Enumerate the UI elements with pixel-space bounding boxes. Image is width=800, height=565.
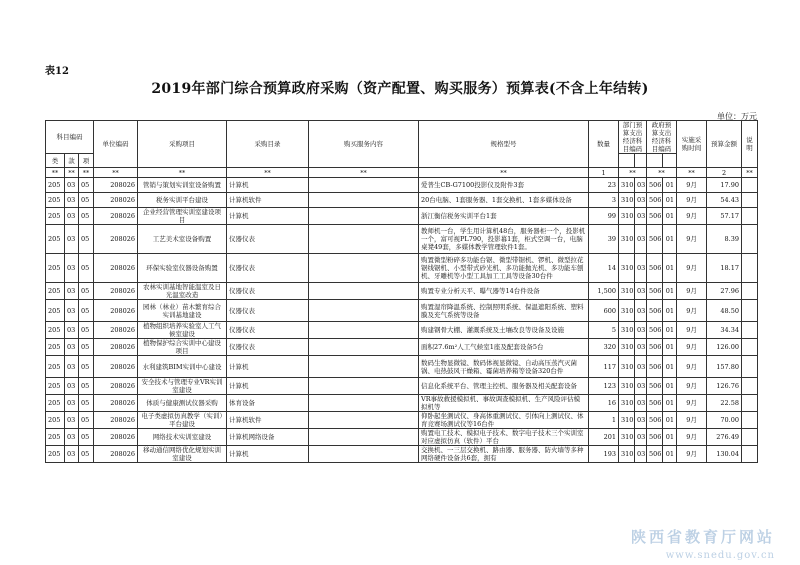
cell-code: 208026	[94, 225, 138, 254]
cell-qty: 99	[589, 208, 619, 225]
cell-spec: 购置微型粉碎多功能台锯、微型带锯机、锣机、微型拉花锯线锯机、小型带式砂光机、多功能抛光机、多功能车刨机、牙雕机等小型工具加工工具等设备30台件	[419, 254, 589, 283]
cell-code: 208026	[94, 395, 138, 412]
cell-time: 9月	[677, 429, 707, 446]
header-catalog: 采购目录	[227, 121, 309, 168]
cell-note	[742, 254, 758, 283]
marker-cell: **	[138, 168, 227, 178]
cell-lei: 205	[46, 300, 65, 322]
cell-g2: 01	[663, 254, 677, 283]
cell-qty: 1	[589, 412, 619, 429]
table-row	[46, 378, 758, 395]
cell-project: 税务实训平台建设	[138, 193, 227, 208]
cell-g1: 506	[647, 446, 663, 463]
table-row	[46, 300, 758, 322]
cell-service	[309, 300, 419, 322]
cell-g2: 01	[663, 208, 677, 225]
cell-project: 农林实训基地智能温室及日光温室改造	[138, 283, 227, 300]
cell-project: 植物组织培养实验室人工气候室建设	[138, 322, 227, 339]
cell-time: 9月	[677, 339, 707, 356]
cell-spec: 购置电工技术、模拟电子技术、数字电子技术三个实训室对应虚拟仿真（软件）平台	[419, 429, 589, 446]
cell-spec: 信息化系统平台、管理主控机、服务器及相关配套设备	[419, 378, 589, 395]
cell-qty: 3	[589, 193, 619, 208]
cell-amount: 70.00	[707, 412, 742, 429]
cell-kuan: 03	[65, 283, 79, 300]
cell-time: 9月	[677, 322, 707, 339]
cell-e2: 03	[635, 300, 647, 322]
header-xiang: 项	[79, 154, 94, 168]
cell-g2: 01	[663, 193, 677, 208]
header-kuan: 款	[65, 154, 79, 168]
cell-spec: 购置专业分析天平、曝气器等14台件设备	[419, 283, 589, 300]
cell-amount: 48.50	[707, 300, 742, 322]
cell-e1: 310	[619, 225, 635, 254]
cell-g1: 506	[647, 178, 663, 193]
cell-e2: 03	[635, 254, 647, 283]
cell-amount: 27.96	[707, 283, 742, 300]
cell-e1: 310	[619, 395, 635, 412]
cell-project: 体质与健康测试仪器采购	[138, 395, 227, 412]
cell-amount: 157.80	[707, 356, 742, 378]
marker-cell: **	[94, 168, 138, 178]
cell-catalog: 计算机	[227, 356, 309, 378]
cell-catalog: 仪器仪表	[227, 339, 309, 356]
cell-e1: 310	[619, 446, 635, 463]
cell-service	[309, 446, 419, 463]
table-number: 表12	[45, 66, 69, 77]
cell-spec: 爱普生CB-G7100投影仪及附件3套	[419, 178, 589, 193]
cell-e1: 310	[619, 356, 635, 378]
cell-g1: 506	[647, 193, 663, 208]
cell-project: 安全技术与管理专业VR实训室建设	[138, 378, 227, 395]
cell-xiang: 05	[79, 208, 94, 225]
cell-spec: 教师机一台，学生用计算机48台，服务器柜一个，投影机一个，富可视PL790，投影幕1套，柜式空调一台，电脑桌凳49套，多媒体教学管理软件1套。	[419, 225, 589, 254]
cell-qty: 23	[589, 178, 619, 193]
table-row	[46, 429, 758, 446]
cell-time: 9月	[677, 178, 707, 193]
marker-cell: **	[309, 168, 419, 178]
cell-catalog: 体育设备	[227, 395, 309, 412]
cell-g1: 506	[647, 322, 663, 339]
cell-e1: 310	[619, 300, 635, 322]
cell-project: 电子类虚拟仿真教学（实训）平台建设	[138, 412, 227, 429]
cell-xiang: 05	[79, 356, 94, 378]
cell-e2: 03	[635, 225, 647, 254]
cell-time: 9月	[677, 283, 707, 300]
cell-project: 环保实验室仪器设备购置	[138, 254, 227, 283]
marker-cell: 2	[707, 168, 742, 178]
cell-e2: 03	[635, 412, 647, 429]
cell-e1: 310	[619, 378, 635, 395]
cell-project: 园林（林业）苗木繁育综合实训基地建设	[138, 300, 227, 322]
cell-g2: 01	[663, 395, 677, 412]
cell-kuan: 03	[65, 395, 79, 412]
marker-cell: **	[742, 168, 758, 178]
cell-catalog: 计算机软件	[227, 412, 309, 429]
header-gov-sub1	[647, 154, 663, 168]
cell-e2: 03	[635, 378, 647, 395]
cell-catalog: 仪器仪表	[227, 254, 309, 283]
cell-g2: 01	[663, 300, 677, 322]
cell-service	[309, 378, 419, 395]
table-row	[46, 322, 758, 339]
cell-amount: 276.49	[707, 429, 742, 446]
cell-kuan: 03	[65, 178, 79, 193]
table-row	[46, 395, 758, 412]
cell-service	[309, 412, 419, 429]
table-row	[46, 193, 758, 208]
header-econ-sub2	[635, 154, 647, 168]
marker-cell: **	[46, 168, 65, 178]
cell-e1: 310	[619, 254, 635, 283]
table-row	[46, 254, 758, 283]
cell-lei: 205	[46, 208, 65, 225]
cell-amount: 57.17	[707, 208, 742, 225]
table-row	[46, 339, 758, 356]
table-row	[46, 283, 758, 300]
cell-e2: 03	[635, 208, 647, 225]
cell-amount: 130.04	[707, 446, 742, 463]
cell-amount: 8.39	[707, 225, 742, 254]
cell-e2: 03	[635, 193, 647, 208]
cell-lei: 205	[46, 283, 65, 300]
cell-xiang: 05	[79, 412, 94, 429]
cell-g1: 506	[647, 412, 663, 429]
cell-amount: 126.76	[707, 378, 742, 395]
header-unit-code: 单位编码	[94, 121, 138, 168]
cell-xiang: 05	[79, 283, 94, 300]
cell-service	[309, 283, 419, 300]
cell-g2: 01	[663, 356, 677, 378]
marker-cell: **	[79, 168, 94, 178]
cell-note	[742, 339, 758, 356]
cell-e1: 310	[619, 208, 635, 225]
cell-xiang: 05	[79, 193, 94, 208]
cell-xiang: 05	[79, 378, 94, 395]
cell-qty: 193	[589, 446, 619, 463]
cell-lei: 205	[46, 339, 65, 356]
cell-project: 企业经营管理实训室建设项目	[138, 208, 227, 225]
cell-xiang: 05	[79, 429, 94, 446]
table-row	[46, 446, 758, 463]
cell-service	[309, 178, 419, 193]
header-lei: 类	[46, 154, 65, 168]
marker-cell: **	[619, 168, 647, 178]
cell-g2: 01	[663, 412, 677, 429]
cell-e2: 03	[635, 356, 647, 378]
cell-qty: 123	[589, 378, 619, 395]
cell-note	[742, 378, 758, 395]
cell-e1: 310	[619, 283, 635, 300]
cell-g1: 506	[647, 429, 663, 446]
cell-g2: 01	[663, 283, 677, 300]
cell-xiang: 05	[79, 322, 94, 339]
header-amount: 预算金额	[707, 121, 742, 168]
cell-qty: 201	[589, 429, 619, 446]
cell-kuan: 03	[65, 429, 79, 446]
cell-qty: 5	[589, 322, 619, 339]
cell-e2: 03	[635, 283, 647, 300]
procurement-table	[45, 120, 758, 463]
watermark-url: www.snedu.gov.cn	[665, 550, 775, 561]
cell-service	[309, 225, 419, 254]
cell-lei: 205	[46, 193, 65, 208]
cell-lei: 205	[46, 429, 65, 446]
cell-note	[742, 283, 758, 300]
cell-kuan: 03	[65, 356, 79, 378]
cell-qty: 16	[589, 395, 619, 412]
cell-kuan: 03	[65, 254, 79, 283]
table-row	[46, 356, 758, 378]
cell-xiang: 05	[79, 446, 94, 463]
table-body	[46, 178, 758, 463]
cell-note	[742, 446, 758, 463]
cell-code: 208026	[94, 356, 138, 378]
cell-lei: 205	[46, 395, 65, 412]
cell-code: 208026	[94, 322, 138, 339]
cell-spec: 数码生物显微镜、数码体视显微镜、自动高压蒸汽灭菌锅、电热鼓风干燥箱、霉菌培养箱等设备320台件	[419, 356, 589, 378]
cell-kuan: 03	[65, 412, 79, 429]
cell-code: 208026	[94, 254, 138, 283]
cell-e1: 310	[619, 322, 635, 339]
cell-kuan: 03	[65, 322, 79, 339]
cell-spec: VR事故救援模拟机、事故调查模拟机、生产风险评估模拟机等	[419, 395, 589, 412]
cell-note	[742, 395, 758, 412]
cell-note	[742, 208, 758, 225]
cell-amount: 54.43	[707, 193, 742, 208]
cell-g1: 506	[647, 395, 663, 412]
cell-xiang: 05	[79, 178, 94, 193]
cell-service	[309, 395, 419, 412]
cell-g1: 506	[647, 356, 663, 378]
cell-catalog: 仪器仪表	[227, 283, 309, 300]
cell-catalog: 计算机网络设备	[227, 429, 309, 446]
cell-kuan: 03	[65, 208, 79, 225]
cell-kuan: 03	[65, 300, 79, 322]
table-row	[46, 178, 758, 193]
cell-time: 9月	[677, 378, 707, 395]
cell-spec: 购置湿帘降温系统、控制照明系统、保温遮阳系统、塑料膜及充气系统等设备	[419, 300, 589, 322]
cell-service	[309, 429, 419, 446]
marker-cell: **	[647, 168, 677, 178]
cell-code: 208026	[94, 339, 138, 356]
cell-catalog: 仪器仪表	[227, 225, 309, 254]
cell-catalog: 仪器仪表	[227, 300, 309, 322]
header-econ-code: 部门预算支出经济科目编码	[619, 121, 647, 154]
cell-note	[742, 412, 758, 429]
marker-cell: **	[65, 168, 79, 178]
cell-service	[309, 356, 419, 378]
cell-time: 9月	[677, 193, 707, 208]
cell-code: 208026	[94, 208, 138, 225]
cell-lei: 205	[46, 178, 65, 193]
cell-g2: 01	[663, 429, 677, 446]
cell-amount: 34.34	[707, 322, 742, 339]
cell-code: 208026	[94, 300, 138, 322]
cell-amount: 18.17	[707, 254, 742, 283]
cell-time: 9月	[677, 225, 707, 254]
cell-lei: 205	[46, 356, 65, 378]
cell-time: 9月	[677, 395, 707, 412]
cell-lei: 205	[46, 378, 65, 395]
cell-kuan: 03	[65, 378, 79, 395]
cell-g1: 506	[647, 283, 663, 300]
cell-catalog: 计算机	[227, 446, 309, 463]
cell-xiang: 05	[79, 254, 94, 283]
watermark-logo: 陕西省教育厅网站	[630, 528, 775, 546]
marker-cell: **	[419, 168, 589, 178]
cell-spec: 面积27.6m²人工气候室1座及配套设备5台	[419, 339, 589, 356]
cell-g2: 01	[663, 225, 677, 254]
cell-e2: 03	[635, 339, 647, 356]
cell-xiang: 05	[79, 300, 94, 322]
cell-amount: 126.00	[707, 339, 742, 356]
cell-lei: 205	[46, 254, 65, 283]
cell-service	[309, 322, 419, 339]
cell-code: 208026	[94, 193, 138, 208]
cell-note	[742, 178, 758, 193]
cell-service	[309, 193, 419, 208]
cell-note	[742, 356, 758, 378]
cell-catalog: 计算机	[227, 378, 309, 395]
cell-code: 208026	[94, 429, 138, 446]
header-gov-sub2	[663, 154, 677, 168]
marker-row	[46, 168, 758, 178]
cell-lei: 205	[46, 322, 65, 339]
header-spec: 规格型号	[419, 121, 589, 168]
cell-kuan: 03	[65, 193, 79, 208]
cell-xiang: 05	[79, 225, 94, 254]
cell-lei: 205	[46, 446, 65, 463]
cell-time: 9月	[677, 208, 707, 225]
cell-lei: 205	[46, 225, 65, 254]
cell-project: 管销与策划实训室设备购置	[138, 178, 227, 193]
unit-label: 单位：万元	[717, 112, 757, 121]
cell-time: 9月	[677, 254, 707, 283]
cell-e1: 310	[619, 429, 635, 446]
cell-amount: 22.58	[707, 395, 742, 412]
header-service: 购买服务内容	[309, 121, 419, 168]
cell-e1: 310	[619, 412, 635, 429]
header-econ-sub1	[619, 154, 635, 168]
cell-spec: 浙江衡信税务实训平台1套	[419, 208, 589, 225]
cell-xiang: 05	[79, 339, 94, 356]
cell-g1: 506	[647, 378, 663, 395]
cell-g2: 01	[663, 378, 677, 395]
cell-qty: 1,500	[589, 283, 619, 300]
table-row	[46, 412, 758, 429]
cell-note	[742, 429, 758, 446]
cell-service	[309, 254, 419, 283]
cell-catalog: 计算机软件	[227, 193, 309, 208]
cell-lei: 205	[46, 412, 65, 429]
cell-time: 9月	[677, 300, 707, 322]
cell-xiang: 05	[79, 395, 94, 412]
cell-project: 移动通信网络优化规划实训室建设	[138, 446, 227, 463]
cell-time: 9月	[677, 356, 707, 378]
cell-project: 工艺美术室设备购置	[138, 225, 227, 254]
table-row	[46, 225, 758, 254]
cell-g1: 506	[647, 339, 663, 356]
cell-g1: 506	[647, 254, 663, 283]
cell-e2: 03	[635, 178, 647, 193]
cell-e2: 03	[635, 322, 647, 339]
cell-service	[309, 339, 419, 356]
cell-note	[742, 300, 758, 322]
header-gov-code: 政府预算支出经济科目编码	[647, 121, 677, 154]
table-row	[46, 208, 758, 225]
cell-g1: 506	[647, 300, 663, 322]
cell-project: 网络技术实训室建设	[138, 429, 227, 446]
marker-cell: 1	[589, 168, 619, 178]
cell-note	[742, 225, 758, 254]
header-time: 实施采购时间	[677, 121, 707, 168]
cell-spec: 交换机、一三层交换机、路由器、服务器、防火墙等多种网络硬件设备共6套，拥有	[419, 446, 589, 463]
cell-e1: 310	[619, 178, 635, 193]
cell-kuan: 03	[65, 339, 79, 356]
marker-cell: **	[227, 168, 309, 178]
cell-service	[309, 208, 419, 225]
cell-code: 208026	[94, 283, 138, 300]
cell-e2: 03	[635, 395, 647, 412]
cell-code: 208026	[94, 378, 138, 395]
cell-catalog: 仪器仪表	[227, 322, 309, 339]
cell-spec: 20台电脑、1套服务器、1套交换机、1套多媒体设备	[419, 193, 589, 208]
cell-amount: 17.90	[707, 178, 742, 193]
cell-e2: 03	[635, 429, 647, 446]
cell-project: 植物保护综合实训中心建设项目	[138, 339, 227, 356]
page-title: 2019年部门综合预算政府采购（资产配置、购买服务）预算表(不含上年结转)	[151, 81, 649, 97]
cell-project: 水利建筑BIM实训中心建设	[138, 356, 227, 378]
cell-code: 208026	[94, 412, 138, 429]
header-project: 采购项目	[138, 121, 227, 168]
cell-catalog: 计算机	[227, 208, 309, 225]
cell-kuan: 03	[65, 225, 79, 254]
cell-qty: 320	[589, 339, 619, 356]
cell-spec: 仰卧起坐测试仪、身高体重测试仪、引体向上测试仪、体育竞赛场测试仪等16台件	[419, 412, 589, 429]
cell-g2: 01	[663, 339, 677, 356]
cell-spec: 购建钢骨大棚、灌溉系统及土壤改良等设备及设施	[419, 322, 589, 339]
cell-time: 9月	[677, 446, 707, 463]
header-subject-code: 科目编码	[46, 121, 94, 154]
cell-code: 208026	[94, 178, 138, 193]
header-qty: 数量	[589, 121, 619, 168]
cell-g2: 01	[663, 322, 677, 339]
header-note: 说明	[742, 121, 758, 168]
cell-note	[742, 322, 758, 339]
cell-e2: 03	[635, 446, 647, 463]
cell-qty: 39	[589, 225, 619, 254]
cell-qty: 14	[589, 254, 619, 283]
cell-catalog: 计算机	[227, 178, 309, 193]
cell-g1: 506	[647, 225, 663, 254]
cell-qty: 600	[589, 300, 619, 322]
cell-g2: 01	[663, 446, 677, 463]
cell-qty: 117	[589, 356, 619, 378]
cell-e1: 310	[619, 193, 635, 208]
cell-note	[742, 193, 758, 208]
cell-g1: 506	[647, 208, 663, 225]
marker-cell: **	[677, 168, 707, 178]
cell-kuan: 03	[65, 446, 79, 463]
cell-g2: 01	[663, 178, 677, 193]
cell-time: 9月	[677, 412, 707, 429]
cell-code: 208026	[94, 446, 138, 463]
cell-e1: 310	[619, 339, 635, 356]
